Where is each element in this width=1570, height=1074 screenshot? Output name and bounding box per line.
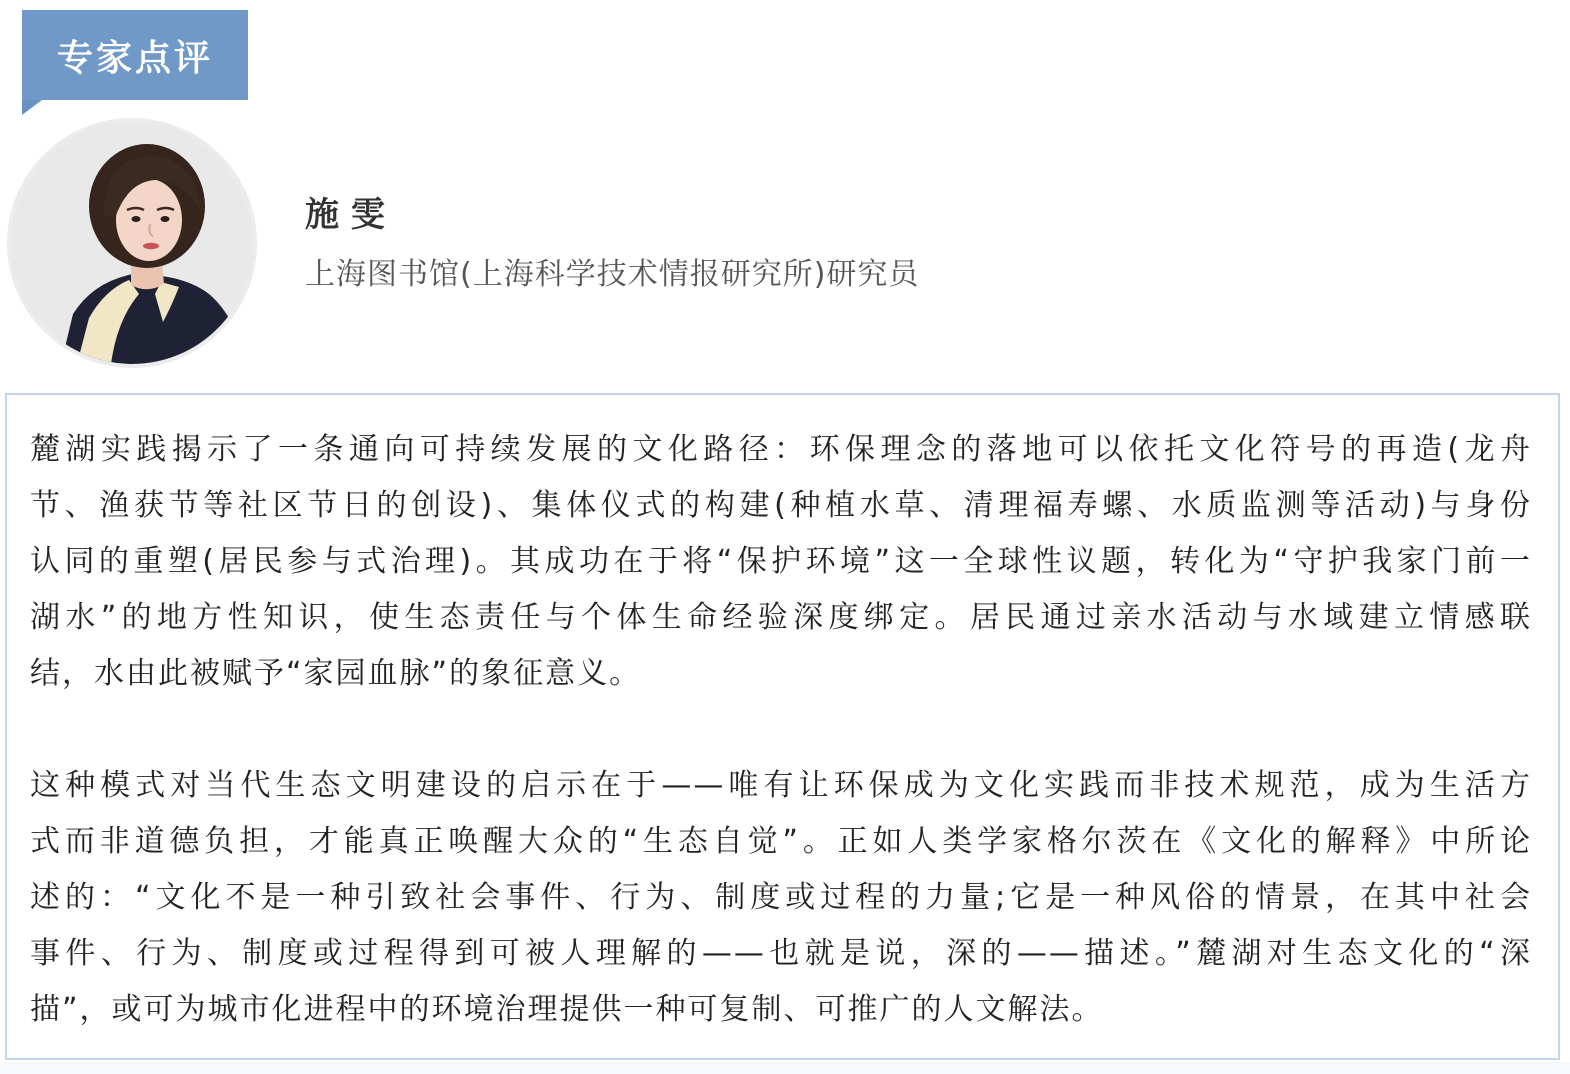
paragraph-line: 式而非道德负担，才能真正唤醒大众的“生态自觉”。正如人类学家格尔茨在《文化的解释》中所论: [30, 824, 1532, 859]
avatar: [7, 118, 257, 368]
section-tag-pointer: [22, 100, 42, 115]
page-bottom-band: [0, 1062, 1570, 1074]
avatar-portrait: [11, 122, 253, 364]
paragraph-line: 认同的重塑(居民参与式治理)。其成功在于将“保护环境”这一全球性议题，转化为“守护我家门前一: [30, 544, 1532, 579]
section-tag: [22, 10, 248, 100]
expert-title: 上海图书馆(上海科学技术情报研究所)研究员: [305, 257, 920, 292]
paragraph-line: 描”，或可为城市化进程中的环境治理提供一种可复制、可推广的人文解法。: [30, 992, 1104, 1027]
commentary-paragraph: [30, 422, 1532, 702]
paragraph-line: 述的：“文化不是一种引致社会事件、行为、制度或过程的力量;它是一种风俗的情景，在其中社会: [30, 880, 1532, 915]
section-tag-label: 专家点评: [56, 37, 213, 79]
paragraph-line: 麓湖实践揭示了一条通向可持续发展的文化路径：环保理念的落地可以依托文化符号的再造(龙舟: [30, 432, 1532, 467]
commentary-paragraph: [30, 758, 1532, 1038]
paragraph-line: 节、渔获节等社区节日的创设)、集体仪式的构建(种植水草、清理福寿螺、水质监测等活动)与身份: [30, 488, 1532, 523]
commentary-box: [5, 393, 1560, 1060]
paragraph-line: 湖水”的地方性知识，使生态责任与个体生命经验深度绑定。居民通过亲水活动与水域建立情感联: [30, 600, 1532, 635]
paragraph-line: 事件、行为、制度或过程得到可被人理解的——也就是说，深的——描述。”麓湖对生态文化的“深: [30, 936, 1532, 971]
paragraph-line: 这种模式对当代生态文明建设的启示在于——唯有让环保成为文化实践而非技术规范，成为生活方: [30, 768, 1532, 803]
paragraph-line: 结，水由此被赋予“家园血脉”的象征意义。: [30, 656, 642, 691]
expert-name: 施 雯: [305, 195, 385, 235]
